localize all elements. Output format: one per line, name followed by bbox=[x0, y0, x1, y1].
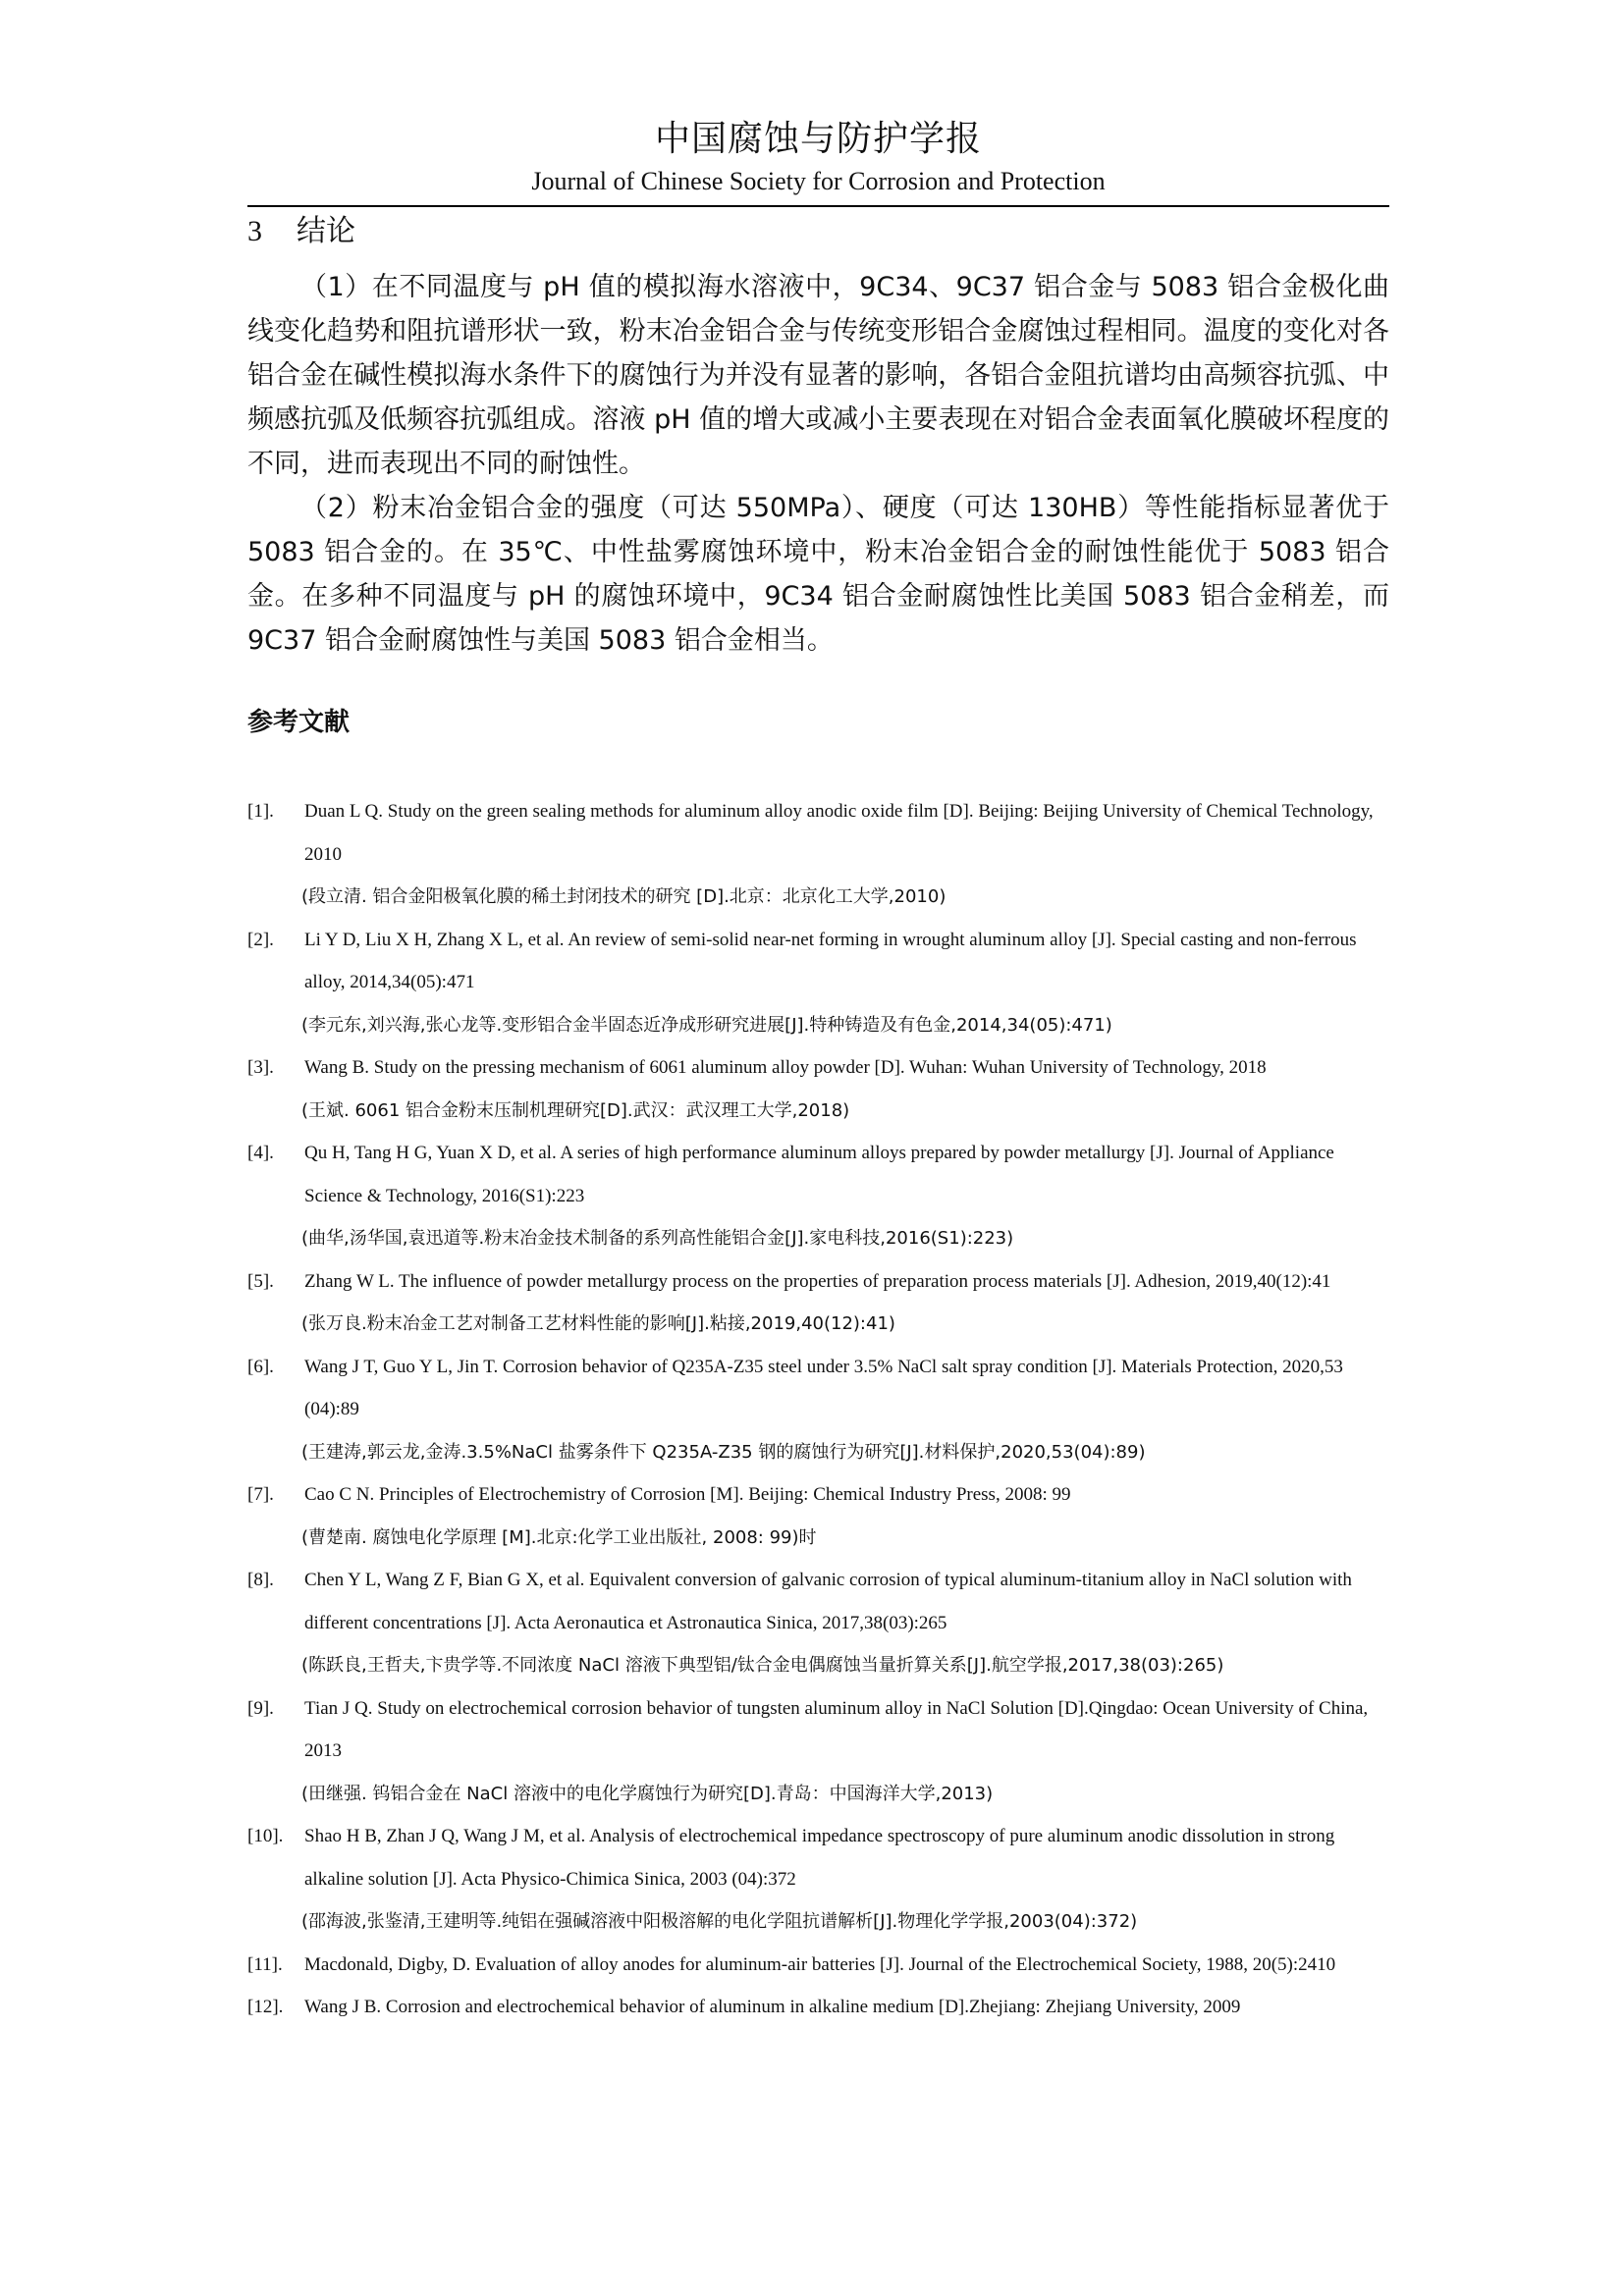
reference-text: Shao H B, Zhan J Q, Wang J M, et al. Analysis of electrochemical impedance spectroscopy of pure aluminum anodic dissolution in strong alkaline solution [J]. Acta Physico-Chimica Sinica, 2003 (04):372 bbox=[304, 1826, 1335, 1890]
reference-item bbox=[247, 1687, 1389, 1816]
reference-number: [3]. bbox=[247, 1057, 274, 1078]
reference-text: Wang J T, Guo Y L, Jin T. Corrosion behavior of Q235A-Z35 steel under 3.5% NaCl salt spray condition [J]. Materials Protection, 2020,53 (04):89 bbox=[304, 1356, 1343, 1419]
reference-number: [4]. bbox=[247, 1143, 274, 1163]
reference-translation: (段立清. 铝合金阳极氧化膜的稀土封闭技术的研究 [D].北京：北京化工大学,2010) bbox=[301, 886, 947, 907]
reference-number: [7]. bbox=[247, 1484, 274, 1505]
section-title: 结论 bbox=[297, 214, 355, 248]
reference-number: [11]. bbox=[247, 1953, 283, 1975]
reference-translation: (邵海波,张鉴清,王建明等.纯铝在强碱溶液中阳极溶解的电化学阻抗谱解析[J].物理化学学报,2003(04):372) bbox=[301, 1911, 1138, 1932]
conclusion-paragraph-2: （2）粉末冶金铝合金的强度（可达 550MPa）、硬度（可达 130HB）等性能指标显著优于 5083 铝合金的。在 35℃、中性盐雾腐蚀环境中，粉末冶金铝合金的耐蚀性能优于 5083 铝合金。在多种不同温度与 pH 的腐蚀环境中，9C34 铝合金耐腐蚀性比美国 5083 铝合金稍差，而 9C37 铝合金耐腐蚀性与美国 5083 铝合金相当。 bbox=[247, 493, 1389, 656]
reference-number: [1]. bbox=[247, 801, 274, 822]
section-heading bbox=[247, 210, 355, 253]
reference-text: Duan L Q. Study on the green sealing methods for aluminum alloy anodic oxide film [D]. Beijing: Beijing University of Chemical Technology, 2010 bbox=[304, 801, 1374, 865]
reference-text: Tian J Q. Study on electrochemical corrosion behavior of tungsten aluminum alloy in NaCl Solution [D].Qingdao: Ocean University of China, 2013 bbox=[304, 1697, 1369, 1761]
reference-translation: (田继强. 钨铝合金在 NaCl 溶液中的电化学腐蚀行为研究[D].青岛：中国海洋大学,2013) bbox=[301, 1783, 994, 1804]
reference-translation: (王斌. 6061 铝合金粉末压制机理研究[D].武汉：武汉理工大学,2018) bbox=[301, 1099, 850, 1121]
reference-translation: (曹楚南. 腐蚀电化学原理 [M].北京:化学工业出版社, 2008: 99)时 bbox=[301, 1526, 817, 1548]
reference-item bbox=[247, 790, 1389, 919]
reference-item bbox=[247, 919, 1389, 1047]
reference-translation: (曲华,汤华国,袁迅道等.粉末冶金技术制备的系列高性能铝合金[J].家电科技,2016(S1):223) bbox=[301, 1228, 1014, 1249]
reference-item bbox=[247, 1260, 1389, 1346]
reference-item bbox=[247, 1132, 1389, 1260]
section-number: 3 bbox=[247, 215, 262, 247]
reference-item bbox=[247, 1559, 1389, 1687]
reference-text: Cao C N. Principles of Electrochemistry of Corrosion [M]. Beijing: Chemical Industry Press, 2008: 99 bbox=[304, 1484, 1071, 1505]
reference-translation: (李元东,刘兴海,张心龙等.变形铝合金半固态近净成形研究进展[J].特种铸造及有色金,2014,34(05):471) bbox=[301, 1014, 1112, 1036]
reference-text: Wang J B. Corrosion and electrochemical behavior of aluminum in alkaline medium [D].Zhejiang: Zhejiang University, 2009 bbox=[304, 1997, 1241, 2017]
reference-item bbox=[247, 1815, 1389, 1944]
journal-title-en: Journal of Chinese Society for Corrosion and Protection bbox=[531, 167, 1106, 195]
journal-header bbox=[247, 116, 1389, 198]
reference-number: [12]. bbox=[247, 1997, 284, 2017]
reference-item bbox=[247, 1473, 1389, 1559]
conclusion-paragraph-1: （1）在不同温度与 pH 值的模拟海水溶液中，9C34、9C37 铝合金与 5083 铝合金极化曲线变化趋势和阻抗谱形状一致，粉末冶金铝合金与传统变形铝合金腐蚀过程相同。温度的变化对各铝合金在碱性模拟海水条件下的腐蚀行为并没有显著的影响，各铝合金阻抗谱均由高频容抗弧、中频感抗弧及低频容抗弧组成。溶液 pH 值的增大或减小主要表现在对铝合金表面氧化膜破坏程度的不同，进而表现出不同的耐蚀性。 bbox=[247, 272, 1389, 479]
reference-translation: (张万良.粉末冶金工艺对制备工艺材料性能的影响[J].粘接,2019,40(12):41) bbox=[301, 1313, 895, 1334]
reference-number: [8]. bbox=[247, 1570, 274, 1590]
reference-number: [6]. bbox=[247, 1356, 274, 1377]
conclusion-body bbox=[247, 265, 1389, 663]
reference-text: Zhang W L. The influence of powder metallurgy process on the properties of preparation process materials [J]. Adhesion, 2019,40(12):41 bbox=[304, 1270, 1331, 1292]
reference-text: Chen Y L, Wang Z F, Bian G X, et al. Equivalent conversion of galvanic corrosion of typical aluminum-titanium alloy in NaCl solution with different concentrations [J]. Acta Aeronautica et Astronautica Sinica, 2017,38(03):265 bbox=[304, 1570, 1352, 1633]
reference-item bbox=[247, 1346, 1389, 1474]
reference-number: [2]. bbox=[247, 929, 274, 950]
reference-item bbox=[247, 1944, 1389, 1987]
reference-number: [5]. bbox=[247, 1270, 274, 1292]
reference-translation: (陈跃良,王哲夫,卞贵学等.不同浓度 NaCl 溶液下典型铝/钛合金电偶腐蚀当量折算关系[J].航空学报,2017,38(03):265) bbox=[301, 1655, 1224, 1676]
reference-text: Qu H, Tang H G, Yuan X D, et al. A series of high performance aluminum alloys prepared by powder metallurgy [J]. Journal of Appliance Science & Technology, 2016(S1):223 bbox=[304, 1143, 1334, 1206]
header-divider bbox=[247, 205, 1389, 207]
reference-number: [9]. bbox=[247, 1697, 274, 1719]
reference-item bbox=[247, 1986, 1389, 2029]
journal-title-cn: 中国腐蚀与防护学报 bbox=[654, 119, 982, 159]
reference-translation: (王建涛,郭云龙,金涛.3.5%NaCl 盐雾条件下 Q235A-Z35 钢的腐蚀行为研究[J].材料保护,2020,53(04):89) bbox=[301, 1441, 1146, 1463]
reference-list bbox=[247, 790, 1389, 2029]
reference-number: [10]. bbox=[247, 1826, 284, 1846]
references-heading: 参考文献 bbox=[247, 708, 351, 737]
reference-text: Li Y D, Liu X H, Zhang X L, et al. An review of semi-solid near-net forming in wrought aluminum alloy [J]. Special casting and non-ferrous alloy, 2014,34(05):471 bbox=[304, 929, 1357, 992]
reference-text: Wang B. Study on the pressing mechanism of 6061 aluminum alloy powder [D]. Wuhan: Wuhan University of Technology, 2018 bbox=[304, 1057, 1267, 1078]
reference-text: Macdonald, Digby, D. Evaluation of alloy anodes for aluminum-air batteries [J]. Journal of the Electrochemical Society, 1988, 20(5):2410 bbox=[304, 1953, 1336, 1975]
reference-item bbox=[247, 1046, 1389, 1132]
